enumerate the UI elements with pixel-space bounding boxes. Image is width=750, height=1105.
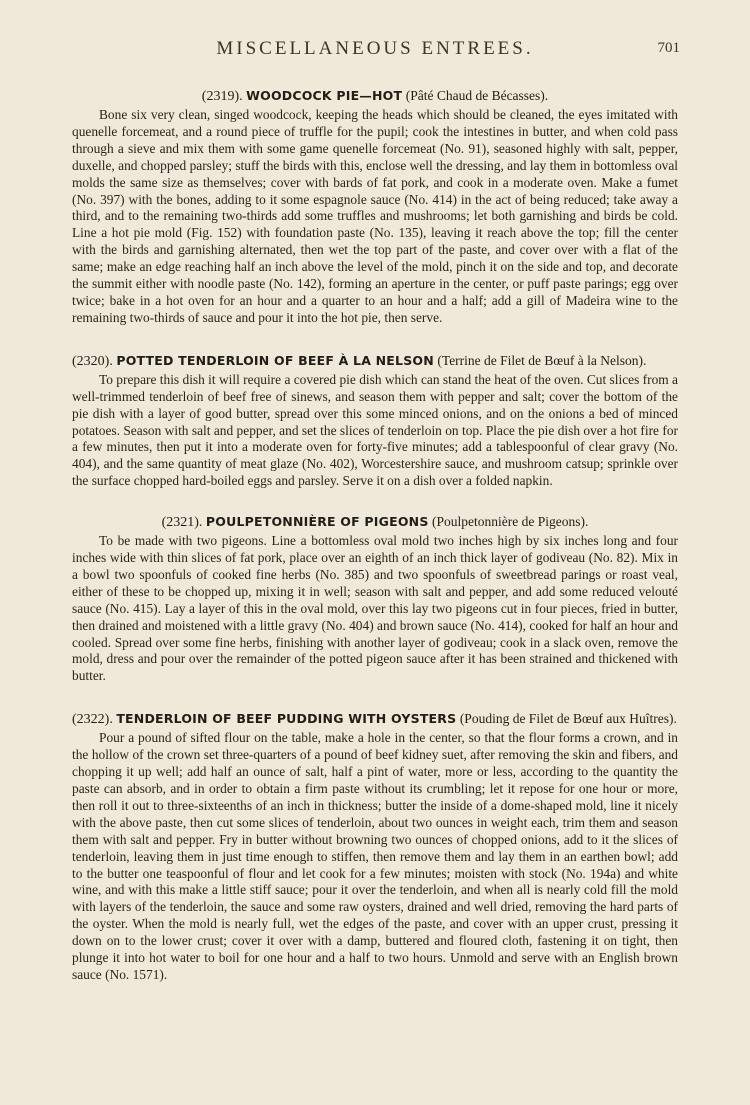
- recipe-2319: [72, 88, 678, 327]
- recipe-text: Bone six very clean, singed woodcock, keeping the heads which should be cleaned, the eyes imitated with quenelle forcemeat, and a round piece of truffle for the pupil; cook the intestines in butter, and when cold pass through a sieve and mix them with some game quenelle forcemeat (No. 91), seasoned highly with salt, pepper, duxelle, and chopped parsley; stuff the birds with this, enclose well the dressing, and lay them in bottomless oval molds the same size as themselves; cover with bards of fat pork, and cook in a moderate oven. Make a fumet (No. 397) with the bones, adding to it some espagnole sauce (No. 414) in the act of being reduced; take away a third, and to the remaining two-thirds add some truffles and mushrooms; let both garnishing and birds be cold. Line a hot pie mold (Fig. 152) with foundation paste (No. 135), leaving it reach above the top; fill the center with the birds and garnishing alternated, then wet the top part of the paste, and cover over with a flat of the same; make an edge reaching half an inch above the level of the mold, pinch it on the side and top, and decorate the summit either with noodle paste (No. 142), forming an aperture in the center, or puff paste parings; egg over twice; bake in a hot oven for an hour and a quarter to an hour and a half; add a gill of Madeira wine to the remaining two-thirds of sauce and pour it into the hot pie, then serve.: [72, 107, 678, 325]
- recipe-french-title: (Pouding de Filet de Bœuf aux Huîtres).: [459, 711, 677, 727]
- running-header: [0, 38, 750, 68]
- recipe-title: TENDERLOIN OF BEEF PUDDING WITH OYSTERS: [116, 711, 457, 727]
- running-header-title: MISCELLANEOUS ENTREES.: [216, 38, 534, 59]
- recipe-title: POULPETONNIÈRE OF PIGEONS: [205, 514, 429, 530]
- recipe-number: (2320).: [72, 353, 113, 369]
- recipe-number: (2322).: [72, 712, 113, 728]
- page-number: 701: [657, 40, 680, 56]
- recipe-french-title: (Pâté Chaud de Bécasses).: [405, 88, 549, 103]
- page-body: [72, 88, 678, 998]
- recipe-title: WOODCOCK PIE—HOT: [246, 88, 403, 103]
- recipe-text: To prepare this dish it will require a covered pie dish which can stand the heat of the oven. Cut slices from a well-trimmed tenderloin of beef free of sinews, and season them with pepper and salt; cover the bottom of the pie dish with a layer of good butter, spread over this some minced onions, and on the onions a bed of minced potatoes. Season with salt and pepper, and set the slices of tenderloin on top. Place the pie dish over a hot fire for a few minutes, then put it into a moderate oven for forty-five minutes; add a tablespoonful of clear gravy (No. 404), and the same quantity of meat glaze (No. 402), Worcestershire sauce, and mushroom catsup; sprinkle over the surface chopped hard-boiled eggs and parsley. Serve it on a dish over a folded napkin.: [72, 371, 678, 489]
- recipe-heading: [72, 88, 678, 105]
- recipe-title: POTTED TENDERLOIN OF BEEF À LA NELSON: [116, 352, 434, 368]
- recipe-2321: [72, 514, 678, 685]
- recipe-french-title: (Terrine de Filet de Bœuf à la Nelson).: [437, 352, 647, 368]
- recipe-heading: [72, 514, 678, 531]
- recipe-number: (2319).: [201, 89, 243, 104]
- recipe-heading: [72, 711, 678, 728]
- recipe-heading: [72, 353, 678, 370]
- recipe-text: To be made with two pigeons. Line a bottomless oval mold two inches high by six inches long and four inches wide with thin slices of fat pork, place over an eighth of an inch thick layer of godiveau (No. 82). Mix in a bowl two spoonfuls of cooked fine herbs (No. 385) and two spoonfuls of sweetbread parings or roast veal, either of these to be chopped up, mixing it in well; season with salt and pepper, and add some reduced velouté sauce (No. 415). Lay a layer of this in the oval mold, over this lay two pigeons cut in four pieces, fried in butter, then drained and moistened with a little gravy (No. 404) and brown sauce (No. 414), cooked for half an hour and cooled. Spread over some fine herbs, finishing with another layer of godiveau; cook in a slack oven, remove the mold, dress and pour over the remainder of the potted pigeon sauce after it has been strained and thickened with butter.: [72, 533, 678, 684]
- recipe-number: (2321).: [161, 515, 203, 531]
- recipe-french-title: (Poulpetonnière de Pigeons).: [432, 514, 589, 530]
- recipe-2322: [72, 711, 678, 984]
- recipe-2320: [72, 353, 678, 490]
- recipe-text: Pour a pound of sifted flour on the table, make a hole in the center, so that the flour forms a crown, and in the hollow of the crown set three-quarters of a pound of beef kidney suet, after removing the skin and fibers, and chopping it up well; add half an ounce of salt, half a pint of water, more or less, according to the quantity the paste can absorb, and in order to obtain a firm paste without its crumbling; let it repose for one hour or more, then roll it out to three-sixteenths of an inch in thickness; butter the inside of a dome-shaped mold, line it nicely with the above paste, then cut some slices of tenderloin, about two ounces in weight each, trim them and season them with salt and pepper. Fry in butter without browning two ounces of chopped onions, add to it the slices of tenderloin, leaving them in just time enough to stiffen, then remove them and lay them in an earthen bowl; add to the butter one teaspoonful of flour and let cook for a few minutes; moisten with stock (No. 194a) and white wine, and with this make a little stiff sauce; pour it over the tenderloin, and when all is nearly cold fill the mold with layers of the tenderloin, the sauce and some raw oysters, drained and well dried, removing the hard parts of the oyster. When the mold is nearly full, wet the edges of the paste, and cover with an upper crust, pressing it down on to the lower crust; cover it over with a damp, buttered and floured cloth, fastening it on tight, then plunge it into hot water to boil for one hour and a half to two hours. Unmold and serve with an English brown sauce (No. 1571).: [72, 730, 678, 982]
